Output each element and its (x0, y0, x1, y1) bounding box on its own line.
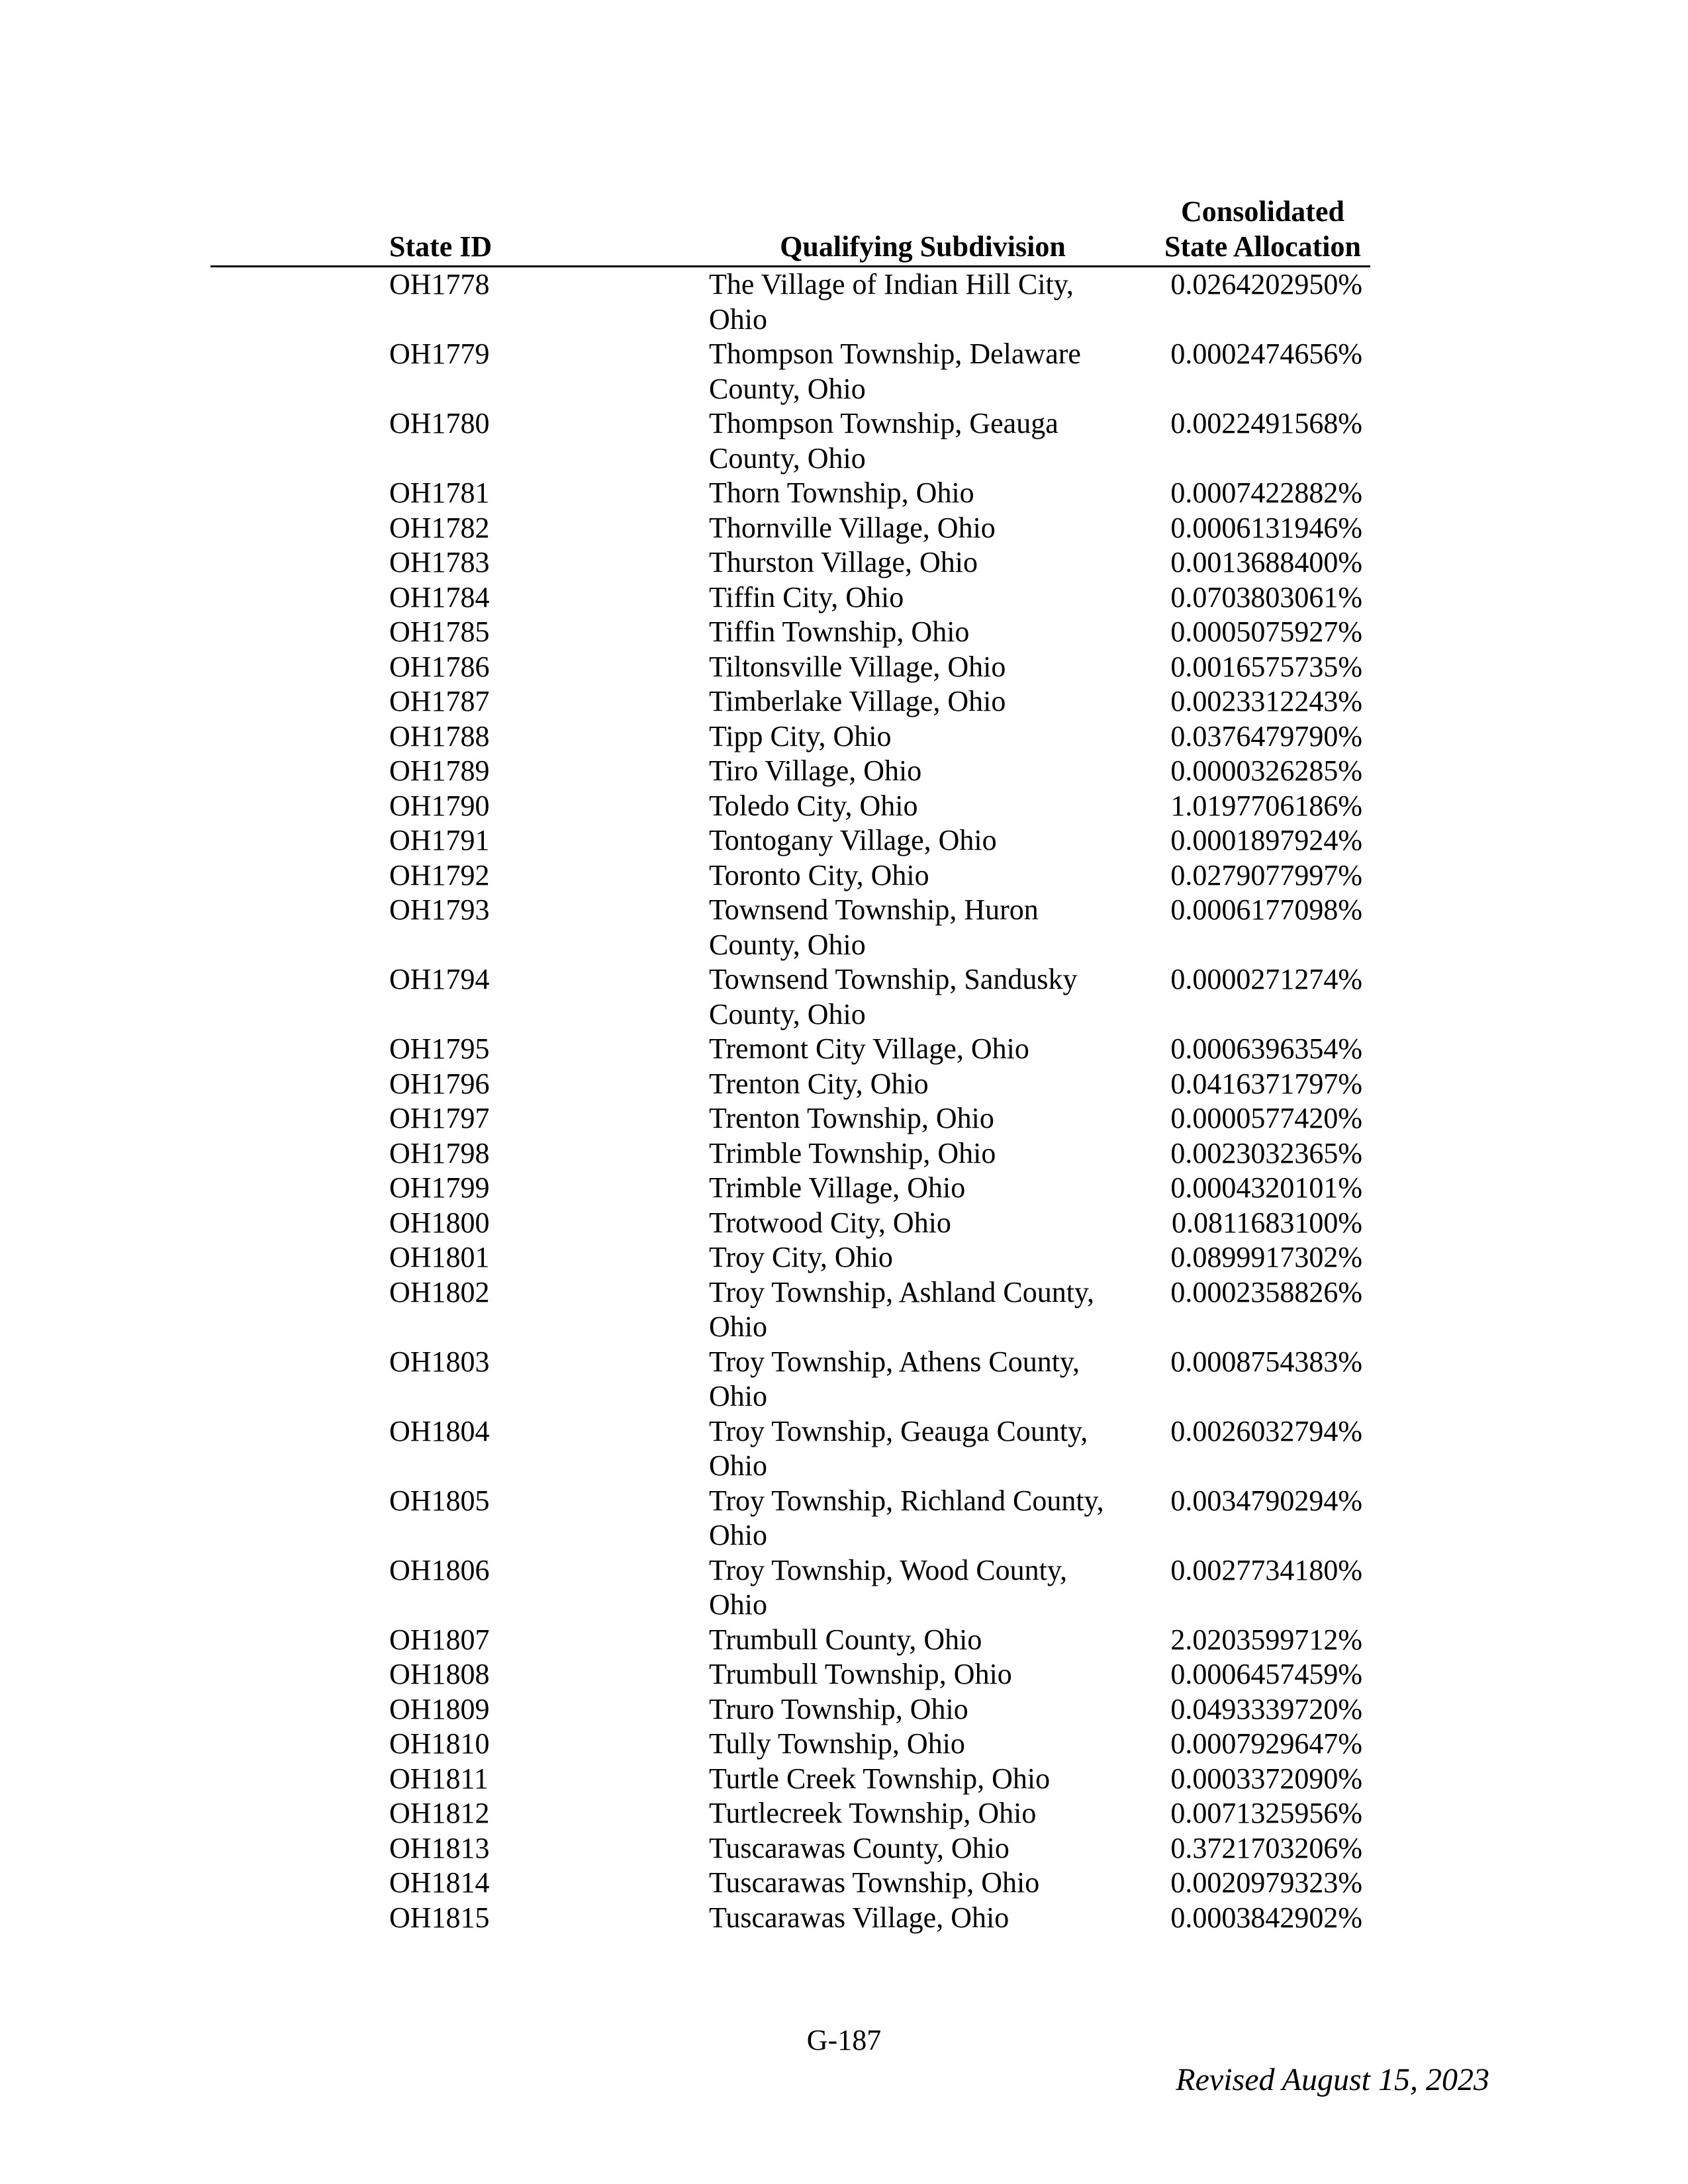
table-row (211, 337, 1370, 406)
table-row (211, 1171, 1370, 1206)
table-row (211, 1206, 1370, 1241)
subdivision-cell: Toronto City, Ohio (709, 858, 929, 891)
page-number: G-187 (806, 2024, 882, 2056)
subdivision-cell: Troy Township, Wood County, Ohio (709, 1553, 1068, 1621)
subdivision-cell: Trenton City, Ohio (709, 1067, 929, 1100)
allocation-cell: 0.0000326285% (1170, 754, 1362, 787)
table-row (211, 789, 1370, 824)
table-row (211, 1136, 1370, 1171)
table-row (211, 1275, 1370, 1345)
subdivision-cell: Trumbull County, Ohio (709, 1623, 982, 1656)
table-row (211, 580, 1370, 615)
allocation-cell: 0.0023312243% (1170, 685, 1362, 717)
state-id-cell: OH1788 (389, 719, 490, 752)
state-id-cell: OH1810 (389, 1727, 490, 1760)
table-row (211, 476, 1370, 511)
subdivision-cell: Trimble Township, Ohio (709, 1136, 996, 1169)
allocation-cell: 0.0376479790% (1170, 719, 1362, 752)
subdivision-cell: Turtlecreek Township, Ohio (709, 1797, 1037, 1829)
allocation-cell: 0.0006131946% (1170, 511, 1362, 544)
table-row (211, 545, 1370, 580)
state-id-cell: OH1790 (389, 789, 490, 822)
allocation-cell: 0.0005075927% (1170, 615, 1362, 648)
revision-date: Revised August 15, 2023 (1176, 2062, 1489, 2097)
table-row (211, 1623, 1370, 1658)
table-row (211, 615, 1370, 650)
table-row (211, 962, 1370, 1032)
subdivision-cell: Tontogany Village, Ohio (709, 824, 997, 856)
subdivision-cell: Troy Township, Athens County, Ohio (709, 1345, 1080, 1412)
state-id-cell: OH1792 (389, 858, 490, 891)
subdivision-cell: Townsend Township, Sandusky County, Ohio (709, 963, 1078, 1030)
header-allocation-line2: State Allocation (1164, 230, 1361, 263)
allocation-cell: 0.0020979323% (1170, 1866, 1362, 1899)
subdivision-cell: Tuscarawas Township, Ohio (709, 1866, 1040, 1899)
table-row (211, 1484, 1370, 1553)
state-id-cell: OH1805 (389, 1484, 490, 1517)
table-row (211, 1901, 1370, 1936)
table-body (211, 267, 1370, 1936)
allocation-cell: 0.0027734180% (1170, 1553, 1362, 1586)
table-row (211, 1692, 1370, 1727)
table-row (211, 1101, 1370, 1136)
allocation-cell: 0.0279077997% (1170, 858, 1362, 891)
subdivision-cell: Tuscarawas Village, Ohio (709, 1901, 1009, 1934)
allocation-cell: 0.0493339720% (1170, 1692, 1362, 1725)
allocation-cell: 1.0197706186% (1170, 789, 1362, 822)
subdivision-cell: Thornville Village, Ohio (709, 511, 996, 544)
state-id-cell: OH1779 (389, 338, 490, 370)
state-id-cell: OH1798 (389, 1136, 490, 1169)
state-id-cell: OH1811 (389, 1762, 489, 1795)
state-id-cell: OH1815 (389, 1901, 490, 1934)
table-row (211, 1240, 1370, 1275)
state-id-cell: OH1793 (389, 893, 490, 926)
allocation-table (211, 194, 1370, 1935)
allocation-cell: 0.0004320101% (1170, 1171, 1362, 1204)
state-id-cell: OH1812 (389, 1797, 490, 1829)
table-row (211, 1796, 1370, 1831)
state-id-cell: OH1809 (389, 1692, 490, 1725)
header-qualifying-subdivision: Qualifying Subdivision (682, 194, 1133, 267)
allocation-cell: 0.0001897924% (1170, 824, 1362, 856)
allocation-cell: 0.0007929647% (1170, 1727, 1362, 1760)
allocation-cell: 0.0264202950% (1170, 268, 1362, 300)
state-id-cell: OH1803 (389, 1345, 490, 1378)
table-row (211, 858, 1370, 893)
header-consolidated-state-allocation (1133, 194, 1370, 267)
allocation-cell: 2.0203599712% (1170, 1623, 1362, 1656)
state-id-cell: OH1782 (389, 511, 490, 544)
allocation-cell: 0.0811683100% (1171, 1206, 1362, 1239)
allocation-cell: 0.0703803061% (1170, 580, 1362, 614)
table-row (211, 719, 1370, 754)
state-id-cell: OH1791 (389, 824, 490, 856)
allocation-cell: 0.0071325956% (1170, 1797, 1362, 1829)
state-id-cell: OH1789 (389, 754, 490, 787)
state-id-cell: OH1781 (389, 477, 490, 509)
table-row (211, 1414, 1370, 1484)
allocation-cell: 0.0002358826% (1170, 1275, 1362, 1308)
table-row (211, 1866, 1370, 1901)
subdivision-cell: Troy Township, Ashland County, Ohio (709, 1275, 1095, 1343)
allocation-cell: 0.0416371797% (1170, 1067, 1362, 1100)
state-id-cell: OH1802 (389, 1275, 490, 1308)
allocation-cell: 0.0000271274% (1170, 963, 1362, 995)
state-id-cell: OH1787 (389, 685, 490, 717)
subdivision-cell: Tiffin Township, Ohio (709, 615, 970, 648)
allocation-cell: 0.0008754383% (1170, 1345, 1362, 1378)
subdivision-cell: Timberlake Village, Ohio (709, 685, 1006, 717)
state-id-cell: OH1785 (389, 615, 490, 648)
allocation-cell: 0.0899917302% (1170, 1241, 1362, 1273)
subdivision-cell: Thorn Township, Ohio (709, 477, 974, 509)
state-id-cell: OH1780 (389, 407, 490, 439)
state-id-cell: OH1807 (389, 1623, 490, 1656)
subdivision-cell: Troy Township, Geauga County, Ohio (709, 1414, 1088, 1482)
subdivision-cell: Thurston Village, Ohio (709, 546, 978, 578)
allocation-cell: 0.0016575735% (1170, 650, 1362, 683)
table-row (211, 684, 1370, 719)
subdivision-cell: Tiltonsville Village, Ohio (709, 650, 1006, 683)
table-row (211, 406, 1370, 476)
table-row (211, 650, 1370, 685)
subdivision-cell: Troy City, Ohio (709, 1241, 893, 1273)
allocation-cell: 0.0006457459% (1170, 1658, 1362, 1690)
subdivision-cell: Trumbull Township, Ohio (709, 1658, 1012, 1690)
table-header-row (211, 194, 1370, 267)
table-row (211, 1553, 1370, 1623)
state-id-cell: OH1813 (389, 1831, 490, 1864)
state-id-cell: OH1804 (389, 1414, 490, 1447)
table-row (211, 1657, 1370, 1692)
subdivision-cell: The Village of Indian Hill City, Ohio (709, 268, 1074, 336)
subdivision-cell: Turtle Creek Township, Ohio (709, 1762, 1051, 1795)
allocation-cell: 0.0026032794% (1170, 1414, 1362, 1447)
table-row (211, 1067, 1370, 1102)
state-id-cell: OH1778 (389, 268, 490, 300)
allocation-cell: 0.0022491568% (1170, 407, 1362, 439)
allocation-cell: 0.0002474656% (1170, 338, 1362, 370)
allocation-cell: 0.0007422882% (1170, 477, 1362, 509)
subdivision-cell: Trimble Village, Ohio (709, 1171, 966, 1204)
subdivision-cell: Tully Township, Ohio (709, 1727, 965, 1760)
table-row (211, 1345, 1370, 1414)
allocation-cell: 0.0013688400% (1170, 546, 1362, 578)
state-id-cell: OH1795 (389, 1032, 490, 1065)
table-row (211, 1032, 1370, 1067)
table-row (211, 267, 1370, 338)
subdivision-cell: Tuscarawas County, Ohio (709, 1831, 1009, 1864)
header-allocation-line1: Consolidated (1181, 195, 1344, 228)
state-id-cell: OH1786 (389, 650, 490, 683)
table-row (211, 754, 1370, 789)
table-row (211, 1831, 1370, 1866)
table-row (211, 1727, 1370, 1762)
state-id-cell: OH1801 (389, 1241, 490, 1273)
state-id-cell: OH1794 (389, 963, 490, 995)
subdivision-cell: Troy Township, Richland County, Ohio (709, 1484, 1104, 1551)
state-id-cell: OH1808 (389, 1658, 490, 1690)
subdivision-cell: Tiro Village, Ohio (709, 754, 922, 787)
allocation-cell: 0.0006396354% (1170, 1032, 1362, 1065)
header-state-id: State ID (211, 194, 682, 267)
allocation-cell: 0.0023032365% (1170, 1136, 1362, 1169)
state-id-cell: OH1796 (389, 1067, 490, 1100)
state-id-cell: OH1814 (389, 1866, 490, 1899)
allocation-cell: 0.0000577420% (1170, 1102, 1362, 1134)
subdivision-cell: Trenton Township, Ohio (709, 1102, 994, 1134)
subdivision-cell: Tipp City, Ohio (709, 719, 892, 752)
subdivision-cell: Truro Township, Ohio (709, 1692, 968, 1725)
subdivision-cell: Townsend Township, Huron County, Ohio (709, 893, 1039, 961)
table-row (211, 511, 1370, 546)
table-row (211, 1762, 1370, 1797)
table-row (211, 893, 1370, 962)
subdivision-cell: Thompson Township, Delaware County, Ohio (709, 338, 1081, 405)
state-id-cell: OH1800 (389, 1206, 490, 1239)
subdivision-cell: Thompson Township, Geauga County, Ohio (709, 407, 1058, 475)
subdivision-cell: Toledo City, Ohio (709, 789, 918, 822)
table-row (211, 823, 1370, 858)
state-id-cell: OH1799 (389, 1171, 490, 1204)
allocation-cell: 0.0006177098% (1170, 893, 1362, 926)
subdivision-cell: Tremont City Village, Ohio (709, 1032, 1029, 1065)
state-id-cell: OH1783 (389, 546, 490, 578)
allocation-cell: 0.0034790294% (1170, 1484, 1362, 1517)
allocation-cell: 0.0003372090% (1170, 1762, 1362, 1795)
subdivision-cell: Trotwood City, Ohio (709, 1206, 951, 1239)
state-id-cell: OH1797 (389, 1102, 490, 1134)
subdivision-cell: Tiffin City, Ohio (709, 580, 904, 614)
state-id-cell: OH1806 (389, 1553, 490, 1586)
state-id-cell: OH1784 (389, 580, 490, 614)
allocation-cell: 0.0003842902% (1170, 1901, 1362, 1934)
allocation-cell: 0.3721703206% (1170, 1831, 1362, 1864)
